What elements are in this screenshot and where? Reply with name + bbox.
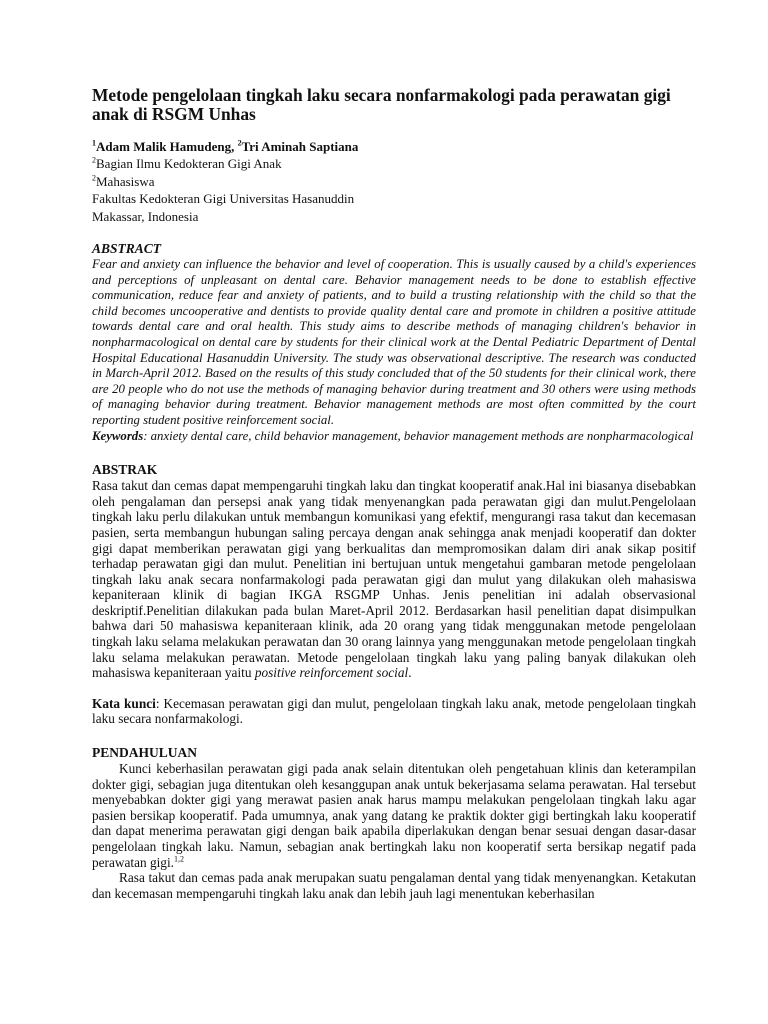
pendahuluan-heading: PENDAHULUAN [92,745,198,761]
abstract-heading: ABSTRACT [92,241,162,256]
affiliation-faculty: Fakultas Kedokteran Gigi Universitas Hasanuddin [92,191,355,206]
author-2-marker: 2 [237,138,242,148]
keywords-label: Keywords [92,428,144,443]
kata-kunci-label: Kata kunci [92,695,156,711]
kata-kunci-text: : Kecemasan perawatan gigi dan mulut, pengelolaan tingkah laku anak, metode pengelolaan tingkah laku secara nonfarmakologi. [92,695,696,727]
paper-title: Metode pengelolaan tingkah laku secara nonfarmakologi pada perawatan gigi anak di RSGM Unhas [92,85,671,124]
abstrak-italic-term: positive reinforcement social [254,665,409,681]
affiliation-1-marker: 2 [92,155,96,165]
author-1-name: Adam Malik Hamudeng, [96,139,238,154]
citation-ref: 1,2 [173,854,184,864]
pendahuluan-paragraph-2: Rasa takut dan cemas pada anak merupakan suatu pengalaman dental yang tidak menyenangkan. Ketakutan dan kecemasan mempengaruhi tingkah laku anak dan lebih jauh lagi menentukan keberhasilan [92,870,696,901]
author-2-name: Tri Aminah Saptiana [241,139,359,154]
author-line [92,139,696,155]
keywords-line [92,429,696,445]
abstrak-text: Rasa takut dan cemas dapat mempengaruhi tingkah laku dan tingkat kooperatif anak.Hal ini biasanya disebabkan oleh pengalaman dan persepsi anak yang tidak menyenangkan pada perawatan gigi dan mulut.Pengelolaan tingkah laku perlu dilakukan untuk membangun komunikasi yang efektif, mengurangi rasa takut dan kecemasan pasien, serta membangun hubungan saling percaya dengan anak sehingga anak menjadi kooperatif dan dokter gigi dapat memberikan perawatan gigi yang berkualitas dan mempromosikan dalam diri anak sikap positif terhadap perawatan gigi dan mulut. Penelitian ini bertujuan untuk mengetahui gambaran metode pengelolaan tingkah laku anak secara nonfarmakologi pada perawatan gigi dan mulut yang dilakukan oleh mahasiswa kepaniteraan klinik di bagian IKGA RSGMP Unhas. Jenis penelitian ini adalah observasional deskriptif.Penelitian dilakukan pada bulan Maret-April 2012. Berdasarkan hasil penelitian dapat disimpulkan bahwa dari 50 mahasiswa kepaniteraan klinik, ada 20 orang yang tidak menggunakan metode pengelolaan tingkah laku selama melakukan perawatan dan 30 orang lainnya yang menggunakan metode pengelolaan tingkah laku selama melakukan perawatan. Metode pengelolaan tingkah laku yang paling banyak dilakukan oleh mahasiswa kepaniteraan yaitu positive reinforcement social. [92,478,696,681]
affiliation-2: $^2$Mahasiswa [92,173,155,189]
kata-kunci-line [92,696,696,727]
affiliation-2-marker: 2 [92,173,96,183]
pendahuluan-paragraph-1: Kunci keberhasilan perawatan gigi pada anak selain ditentukan oleh pengetahuan klinis dan keterampilan dokter gigi, sebagian juga ditentukan oleh kesanggupan anak untuk bekerjasama selama perawatan. Hal tersebut menyebabkan dokter gigi yang merawat pasien anak harus mampu melakukan pengelolaan tingkah laku agar pasien bersikap kooperatif. Pada umumnya, anak yang datang ke praktik dokter gigi bertingkah laku kooperatif dan dapat menerima perawatan gigi dengan baik apabila diperlakukan dengan benar sesuai dengan dasar-dasar pengelolaan tingkah laku. Namun, sebagian anak bertingkah laku non kooperatif serta bersikap negatif pada perawatan gigi.$^{1,2}$ [92,761,696,870]
abstrak-heading: ABSTRAK [92,462,158,478]
abstract-text: Fear and anxiety can influence the behavior and level of cooperation. This is usually caused by a child's experiences and perceptions of unpleasant on dental care. Behavior management needs to be done to establish effective communication, reduce fear and anxiety of patients, and to build a trusting relationship with the child so that the child becomes uncooperative and dentists to provide quality dental care and promote in children a positive attitude towards dental care and oral health. This study aims to describe methods of managing children's behavior in nonpharmacological on dental care by students for their clinical work at the Dental Pediatric Department of Dental Hospital Educational Hasanuddin University. The study was observational descriptive. The research was conducted in March-April 2012. Based on the results of this study concluded that of the 50 students for their clinical work, there are 20 people who do not use the methods of managing behavior during treatment and 30 others were using methods of managing behavior during treatment. Behavior management methods are most often committed by the court reporting student positive reinforcement social. [92,257,696,427]
keywords-text: : anxiety dental care, child behavior management, behavior management methods are nonpharmacological [143,428,694,443]
paper-page [92,86,696,901]
affiliation-1: $^2$Bagian Ilmu Kedokteran Gigi Anak [92,155,282,171]
affiliation-city: Makassar, Indonesia [92,208,199,224]
author-1-marker: 1 [92,138,96,148]
